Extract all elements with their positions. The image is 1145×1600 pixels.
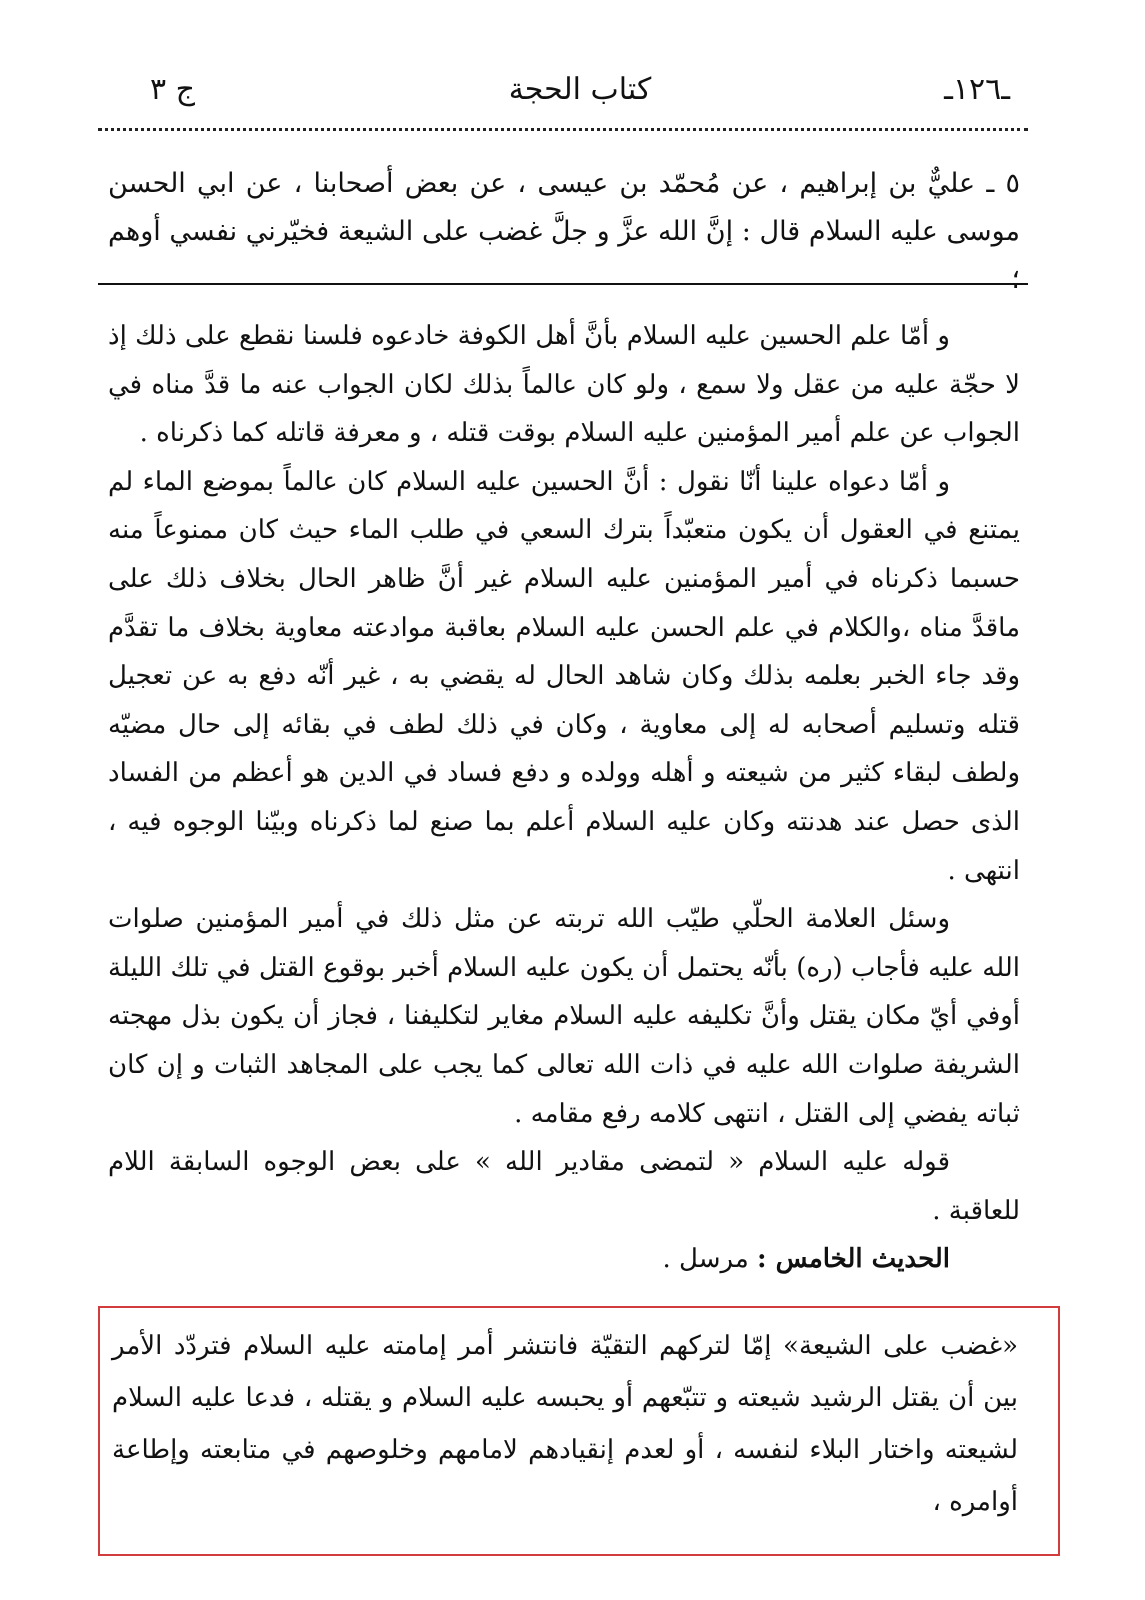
subheading-label: الحديث الخامس : (757, 1244, 950, 1275)
hadith-subheading (108, 1235, 1020, 1284)
commentary-paragraph: و أمّا علم الحسين عليه السلام بأنَّ أهل الكوفة خادعوه فلسنا نقطع على ذلك إذ لا حجّة عليه من عقل ولا سمع ، ولو كان عالماً بذلك لكان الجواب عنه ما قدَّ مناه في الجواب عن علم أمير المؤمنين عليه السلام بوقت قتله ، و معرفة قاتله كما ذكرناه . (108, 321, 1020, 449)
commentary-section (108, 312, 1020, 1284)
commentary-paragraph: وسئل العلامة الحلّي طيّب الله تربته عن مثل ذلك في أمير المؤمنين صلوات الله عليه فأجاب (ره) بأنّه يحتمل أن يكون عليه السلام أخبر بوقوع القتل في تلك الليلة أوفي أيّ مكان يقتل وأنَّ تكليفه عليه السلام مغاير لتكليفنا ، فجاز أن يكون بذل مهجته الشريفة صلوات الله عليه في ذات الله تعالى كما يجب على المجاهد الثبات و إن كان ثباته يفضي إلى القتل ، انتهى كلامه رفع مقامه . (108, 904, 1020, 1129)
highlighted-text: «غضب على الشيعة» إمّا لتركهم التقيّة فانتشر أمر إمامته عليه السلام فتردّد الأمر بين أن يقتل الرشيد شيعته و تتبّعهم أو يحبسه عليه السلام و يقتله ، فدعا عليه السلام لشيعته واختار البلاء لنفسه ، أو لعدم إنقيادهم لامامهم وخلوصهم في متابعته وإطاعة أوامره ، (112, 1331, 1018, 1517)
highlighted-region (98, 1306, 1060, 1556)
page-header (150, 72, 1010, 122)
commentary-paragraph: قوله عليه السلام « لتمضى مقادير الله » على بعض الوجوه السابقة اللام للعاقبة . (108, 1147, 1020, 1226)
subheading-text: مرسل . (662, 1244, 749, 1275)
section-divider (98, 283, 1028, 285)
page-number: ـ١٢٦ـ (944, 72, 1010, 107)
header-divider (98, 128, 1028, 131)
book-title: كتاب الحجة (508, 72, 652, 107)
commentary-paragraph: و أمّا دعواه علينا أنّا نقول : أنَّ الحسين عليه السلام كان عالماً بموضع الماء لم يمتنع في العقول أن يكون متعبّداً بترك السعي في طلب الماء حيث كان ممنوعاً منه حسبما ذكرناه في أمير المؤمنين عليه السلام غير أنَّ ظاهر الحال بخلاف ذلك على ماقدَّ مناه ،والكلام في علم الحسن عليه السلام بعاقبة موادعته معاوية بخلاف ما تقدَّم وقد جاء الخبر بعلمه بذلك وكان شاهد الحال له يقضي به ، غير أنّه دفع به عن تعجيل قتله وتسليم أصحابه له إلى معاوية ، وكان في ذلك لطف في بقائه إلى حال مضيّه ولطف لبقاء كثير من شيعته و أهله وولده و دفع فساد في الدين هو أعظم من الفساد الذى حصل عند هدنته وكان عليه السلام أعلم بما صنع لما ذكرناه وبيّنا الوجوه فيه ، انتهى . (108, 466, 1020, 886)
hadith-text: ٥ ـ عليٌّ بن إبراهيم ، عن مُحمّد بن عيسى ، عن بعض أصحابنا ، عن ابي الحسن موسى عليه السلام قال : إنَّ الله عزَّ و جلَّ غضب على الشيعة فخيّرني نفسي أوهم ؛ (108, 168, 1020, 295)
volume-label: ج ٣ (150, 72, 196, 107)
